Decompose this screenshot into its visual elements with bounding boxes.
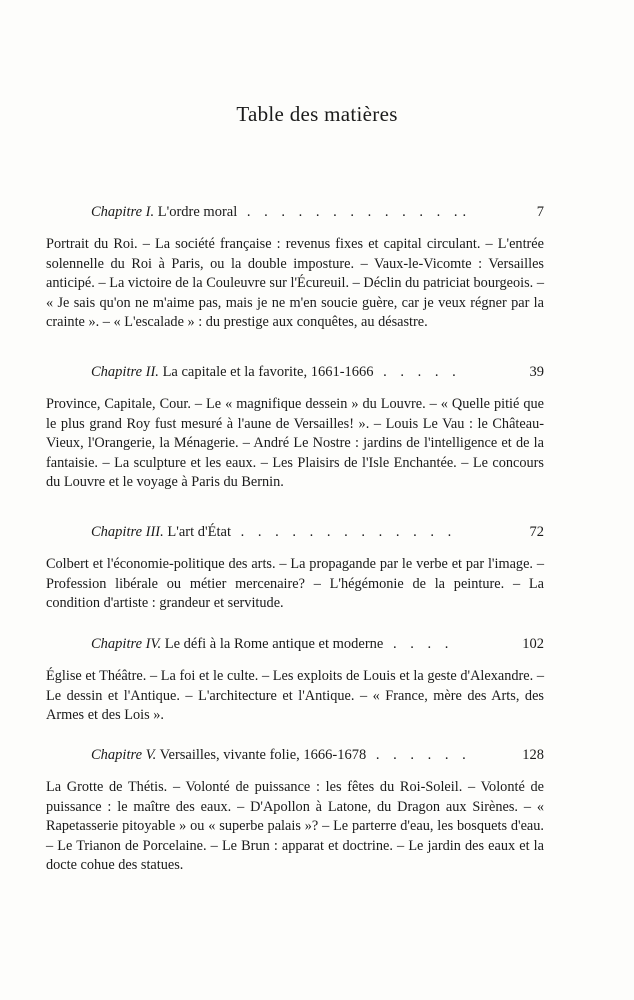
chapter-heading — [46, 744, 544, 766]
chapter-page-number: 39 — [529, 364, 544, 380]
chapter-name: La capitale et la favorite, 1661-1666 — [162, 364, 374, 380]
chapter-summary: Portrait du Roi. – La société française : revenus fixes et capital circulant. – L'entrée solennelle du Roi à Paris, ou la double imposture. – Vaux-le-Vicomte : Versailles anticipé. – La victoire de la Couleuvre sur l'Écureuil. – Déclin du patriciat bourgeois. – « Je sais qu'on ne m'aime pas, mais je ne m'en soucie guère, car je veux régner par la crainte ». – « L'escalade » : du prestige aux conquêtes, au désastre. — [46, 236, 544, 330]
chapter-5 — [46, 744, 544, 890]
chapter-1 — [46, 201, 544, 347]
chapter-label: Chapitre I. — [91, 204, 155, 220]
chapter-label: Chapitre IV. — [91, 636, 162, 652]
page-title: Table des matières — [236, 102, 398, 126]
chapter-3 — [46, 521, 544, 628]
chapter-summary: La Grotte de Thétis. – Volonté de puissance : les fêtes du Roi-Soleil. – Volonté de puissance : le maître des eaux. – D'Apollon à Latone, du Dragon aux Sirènes. – « Rapetasserie pitoyable » ou « superbe palais »? – Le parterre d'eau, les bosquets d'eau. – Le Trianon de Porcelaine. – Le Brun : apparat et doctrine. – Le jardin des eaux et la docte cohue des statues. — [46, 779, 544, 873]
chapter-label: Chapitre III. — [91, 524, 164, 540]
chapter-leader-dots: . . . . . . . . . . . . .. — [246, 204, 472, 220]
chapter-leader-dots: . . . . — [392, 636, 454, 652]
chapter-summary: Église et Théâtre. – La foi et le culte. – Les exploits de Louis et la geste d'Alexandre. – Le dessin et l'Antique. – L'architecture et l'Antique. – « France, mère des Arts, des Armes et des Lois ». — [46, 668, 544, 723]
chapter-4 — [46, 633, 544, 740]
chapter-name: L'art d'État — [167, 524, 231, 540]
chapter-summary: Province, Capitale, Cour. – Le « magnifique dessein » du Louvre. – « Quelle pitié que le plus grand Roy fust mesuré à l'aune de Versailles! ». – Louis Le Vau : le Château-Vieux, l'Orangerie, la Ménagerie. – André Le Nostre : jardins de l'intelligence et de la fantaisie. – La sculpture et les eaux. – Les Plaisirs de l'Isle Enchantée. – Le concours du Louvre et le voyage à Paris du Bernin. — [46, 396, 544, 490]
chapter-name: Le défi à la Rome antique et moderne — [164, 636, 384, 652]
chapter-page-number: 128 — [522, 747, 544, 763]
chapter-leader-dots: . . . . . . . . . . . . . — [240, 524, 457, 540]
chapter-heading — [46, 633, 544, 655]
chapter-heading — [46, 201, 544, 223]
chapter-label: Chapitre V. — [91, 747, 157, 763]
chapter-label: Chapitre II. — [91, 364, 159, 380]
chapter-page-number: 7 — [536, 204, 544, 220]
chapter-heading — [46, 361, 544, 383]
chapter-name: Versailles, vivante folie, 1666-1678 — [159, 747, 367, 763]
chapter-page-number: 102 — [522, 636, 544, 652]
chapter-leader-dots: . . . . . — [383, 364, 461, 380]
chapter-name: L'ordre moral — [157, 204, 238, 220]
chapter-leader-dots: . . . . . . — [375, 747, 471, 763]
chapter-heading — [46, 521, 544, 543]
chapter-2 — [46, 361, 544, 507]
chapter-page-number: 72 — [529, 524, 544, 540]
chapter-summary: Colbert et l'économie-politique des arts. – La propagande par le verbe et par l'image. – Profession libérale ou métier mercenaire? – L'hégémonie de la peinture. – La condition d'artiste : grandeur et servitude. — [46, 556, 544, 611]
